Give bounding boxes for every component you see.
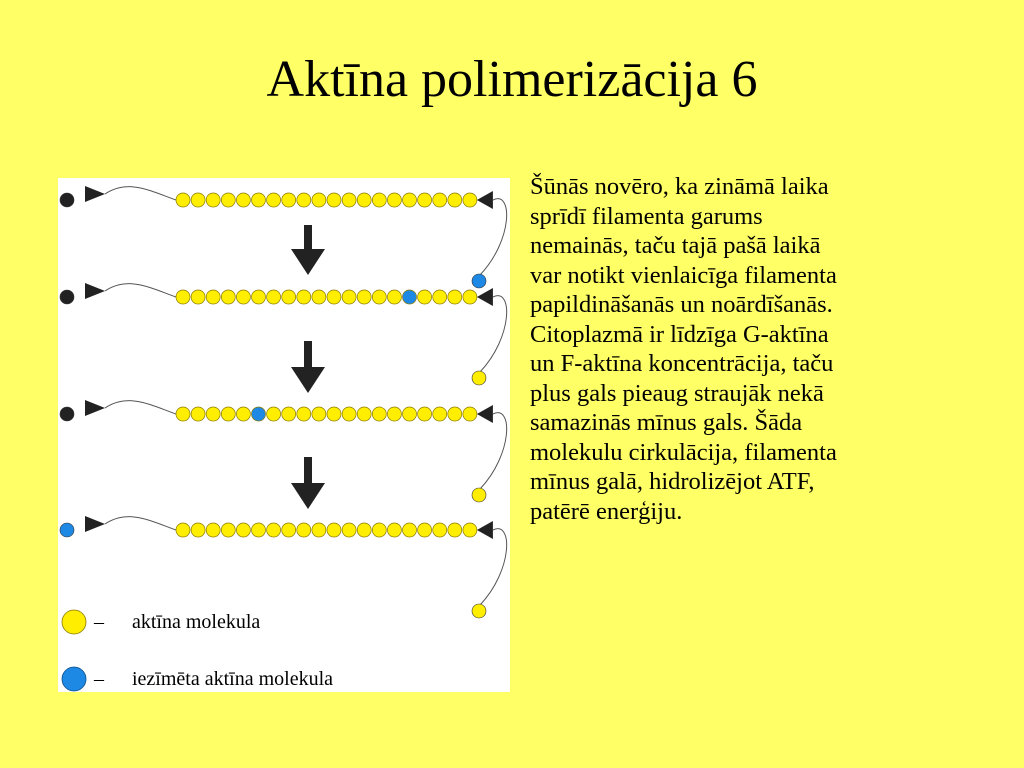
actin-monomer [357,523,371,537]
actin-monomer [418,290,432,304]
actin-monomer [342,193,356,207]
actin-monomer [236,290,250,304]
actin-monomer [342,290,356,304]
plus-end-arrowhead [477,521,493,539]
actin-monomer [327,407,341,421]
actin-monomer [372,407,386,421]
actin-monomer [372,193,386,207]
actin-monomer [221,407,235,421]
legend-labeled-circle [62,667,86,691]
actin-monomer [236,193,250,207]
actin-monomer [418,523,432,537]
minus-end-curve [105,517,176,530]
slide-title: Aktīna polimerizācija 6 [266,51,758,108]
actin-monomer [418,407,432,421]
plus-end-arrowhead [477,191,493,209]
actin-monomer [342,407,356,421]
actin-monomer [297,290,311,304]
actin-monomer [221,193,235,207]
actin-monomer [176,407,190,421]
actin-monomer [433,523,447,537]
actin-monomer [327,290,341,304]
minus-end-arrowhead [85,516,105,532]
actin-monomer [327,193,341,207]
actin-monomer [387,290,401,304]
actin-monomer [282,407,296,421]
released-monomer [472,488,486,502]
actin-monomer [191,407,205,421]
actin-monomer [297,523,311,537]
actin-monomer [312,193,326,207]
actin-monomer [252,523,266,537]
actin-monomer [312,523,326,537]
actin-monomer [282,523,296,537]
minus-end-curve [105,187,176,200]
actin-monomer [433,407,447,421]
actin-monomer [176,290,190,304]
stage-arrow-shaft [304,341,312,371]
labeled-actin-monomer [403,290,417,304]
actin-monomer [327,523,341,537]
actin-monomer [448,407,462,421]
actin-monomer [342,523,356,537]
actin-monomer [387,523,401,537]
plus-end-curve [480,199,507,275]
released-monomer [472,604,486,618]
legend-dash: – [94,668,104,690]
actin-monomer [312,407,326,421]
actin-monomer [221,523,235,537]
actin-monomer [176,193,190,207]
actin-monomer [312,290,326,304]
actin-monomer [433,193,447,207]
stage-arrow-shaft [304,225,312,253]
minus-end-monomer [60,193,74,207]
stage-arrow-head [291,483,325,509]
minus-end-monomer [60,523,74,537]
actin-monomer [267,193,281,207]
actin-monomer [403,407,417,421]
actin-monomer [267,407,281,421]
minus-end-monomer [60,407,74,421]
stage-arrow-head [291,367,325,393]
actin-monomer [176,523,190,537]
actin-monomer [372,523,386,537]
actin-monomer [357,193,371,207]
plus-end-arrowhead [477,405,493,423]
actin-monomer [297,193,311,207]
actin-monomer [282,193,296,207]
legend-actin-circle [62,610,86,634]
legend-dash: – [94,611,104,633]
actin-monomer [448,193,462,207]
actin-polymerization-diagram [58,178,510,692]
actin-monomer [206,193,220,207]
actin-monomer [252,290,266,304]
plus-end-curve [480,413,507,489]
plus-end-curve [480,296,507,372]
actin-monomer [463,407,477,421]
minus-end-arrowhead [85,186,105,202]
actin-monomer [372,290,386,304]
minus-end-arrowhead [85,283,105,299]
minus-end-curve [105,284,176,297]
minus-end-arrowhead [85,400,105,416]
actin-monomer [387,193,401,207]
actin-monomer [297,407,311,421]
actin-monomer [236,407,250,421]
actin-monomer [357,290,371,304]
actin-monomer [267,523,281,537]
plus-end-curve [480,529,507,605]
actin-monomer [403,193,417,207]
actin-monomer [463,523,477,537]
actin-monomer [236,523,250,537]
actin-monomer [267,290,281,304]
actin-monomer [252,193,266,207]
plus-end-arrowhead [477,288,493,306]
legend-labeled-label: iezīmēta aktīna molekula [132,668,334,690]
actin-monomer [206,523,220,537]
slide-body-text: Šūnās novēro, ka zināmā laika sprīdī filamenta garums nemainās, taču tajā pašā laikā var notikt vienlaicīga filamenta papildināšanās un noārdīšanās. Citoplazmā ir līdzīga G-aktīna un F-aktīna koncentrācija, taču plus gals pieaug straujāk nekā samazinās mīnus gals. Šāda molekulu cirkulācija, filamenta mīnus galā, hidrolizējot ATF, patērē enerģiju. [530,173,837,525]
actin-monomer [221,290,235,304]
actin-monomer [191,290,205,304]
actin-monomer [191,523,205,537]
actin-monomer [206,407,220,421]
released-monomer [472,274,486,288]
actin-monomer [418,193,432,207]
diagram-canvas [58,178,510,692]
actin-monomer [191,193,205,207]
legend-actin-label: aktīna molekula [132,611,261,633]
actin-monomer [448,523,462,537]
minus-end-monomer [60,290,74,304]
actin-monomer [282,290,296,304]
actin-monomer [463,193,477,207]
actin-monomer [206,290,220,304]
released-monomer [472,371,486,385]
actin-monomer [433,290,447,304]
stage-arrow-shaft [304,457,312,487]
stage-arrow-head [291,249,325,275]
actin-monomer [403,523,417,537]
actin-monomer [463,290,477,304]
labeled-actin-monomer [252,407,266,421]
actin-monomer [357,407,371,421]
actin-monomer [448,290,462,304]
minus-end-curve [105,401,176,414]
actin-monomer [387,407,401,421]
